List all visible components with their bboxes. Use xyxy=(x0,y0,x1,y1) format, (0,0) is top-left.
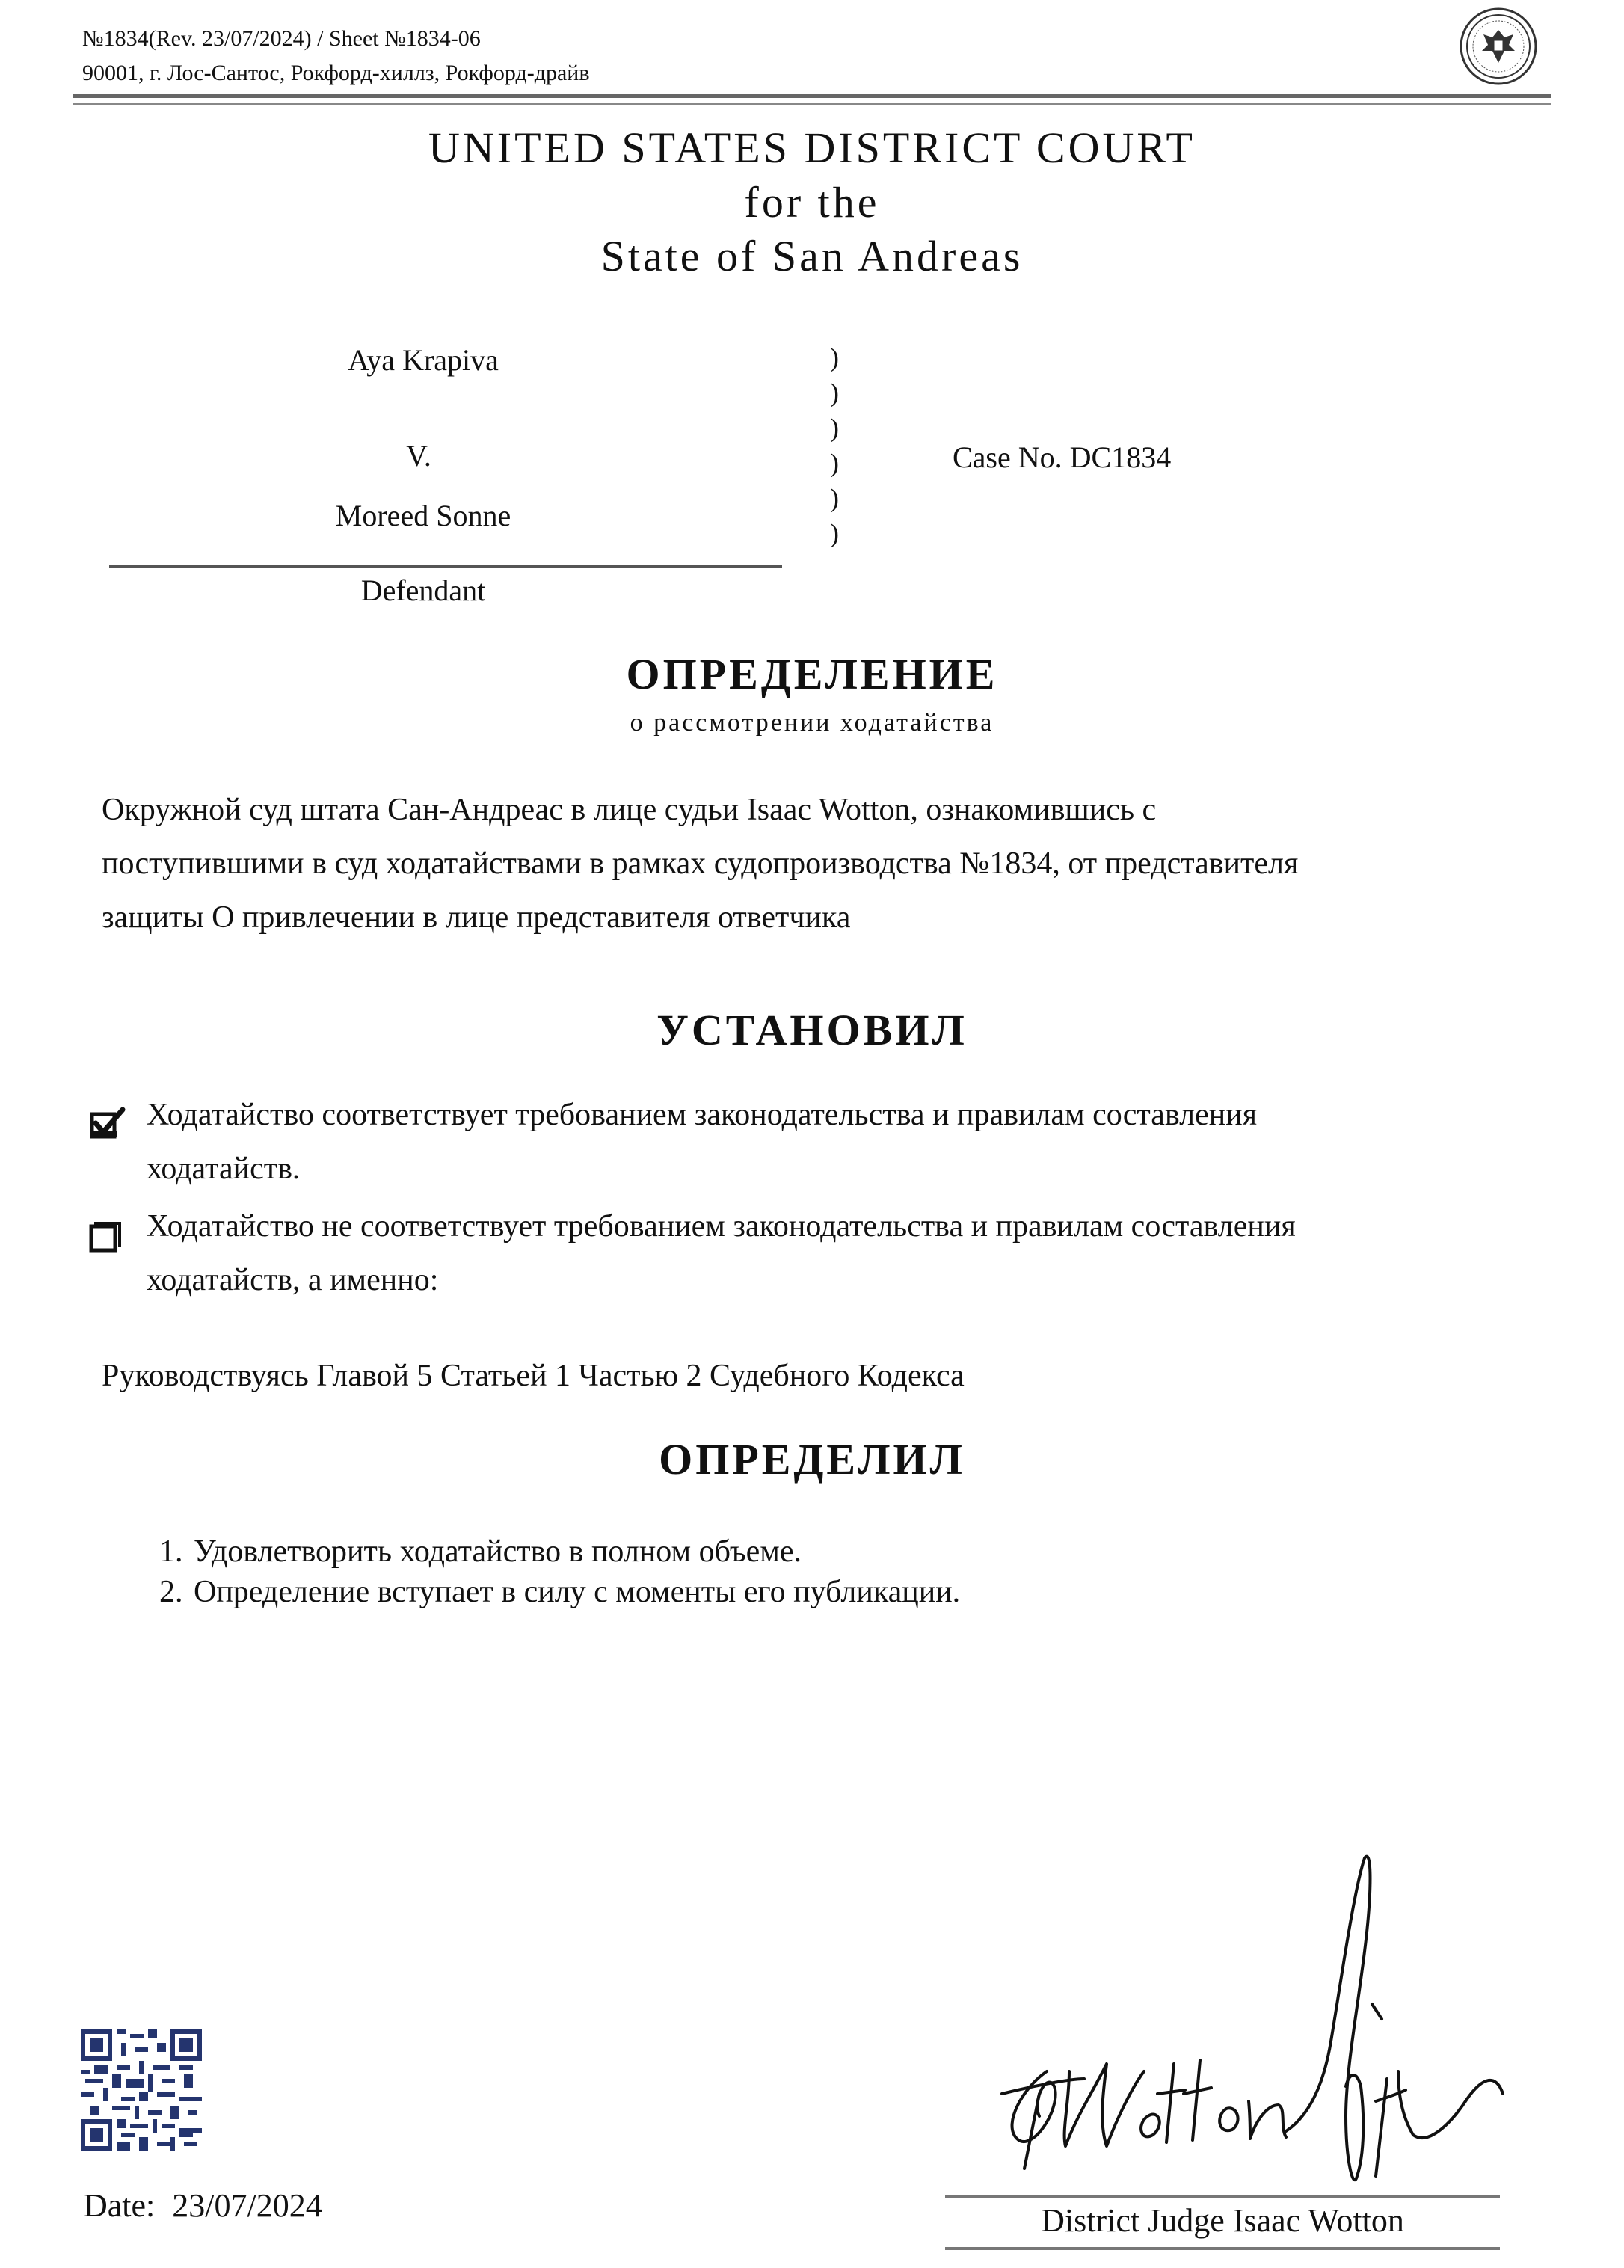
signer-name: District Judge Isaac Wotton xyxy=(1041,2202,1404,2239)
defendant-role: Defendant xyxy=(360,574,486,607)
header-rule-thin xyxy=(73,103,1551,105)
ruling-item: 1. Удовлетворить ходатайство в полном объеме. xyxy=(191,1531,1387,1572)
date-label: Date: xyxy=(84,2187,156,2224)
option-compliant-line-2: ходатайств. xyxy=(147,1152,301,1186)
date-value: 23/07/2024 xyxy=(172,2187,322,2224)
caption-paren: ) xyxy=(830,342,839,372)
intro-line-3: защиты О привлечении в лице представителя ответчика xyxy=(102,900,851,935)
ruled-heading: ОПРЕДЕЛИЛ xyxy=(659,1435,965,1484)
signature-rule xyxy=(945,2195,1500,2198)
court-address: 90001, г. Лос-Сантос, Рокфорд-хиллз, Рокфорд-драйв xyxy=(82,61,590,85)
court-for-the: for the xyxy=(744,178,880,227)
option-noncompliant-line-1: Ходатайство не соответствует требованием законодательства и правилам составления xyxy=(147,1209,1296,1244)
caption-paren: ) xyxy=(830,483,839,513)
caption-paren: ) xyxy=(830,413,839,443)
caption-paren: ) xyxy=(830,448,839,478)
unchecked-checkbox-icon xyxy=(88,1219,118,1249)
court-state: State of San Andreas xyxy=(600,232,1024,280)
caption-rule xyxy=(109,565,782,568)
case-number: Case No. DC1834 xyxy=(953,440,1172,474)
caption-paren: ) xyxy=(830,518,839,548)
document-reference: №1834(Rev. 23/07/2024) / Sheet №1834-06 xyxy=(82,26,481,51)
header-rule-thick xyxy=(73,94,1551,98)
document-title: ОПРЕДЕЛЕНИЕ xyxy=(626,650,998,698)
option-noncompliant-line-2: ходатайств, а именно: xyxy=(147,1263,439,1297)
established-heading: УСТАНОВИЛ xyxy=(656,1006,968,1054)
signer-bottom-rule xyxy=(945,2247,1500,2250)
option-compliant-line-1: Ходатайство соответствует требованием законодательства и правилам составления xyxy=(147,1098,1258,1132)
legal-basis: Руководствуясь Главой 5 Статьей 1 Частью 2 Судебного Кодекса xyxy=(102,1359,965,1393)
ruling-list xyxy=(153,1531,1387,1612)
defendant-name: Moreed Sonne xyxy=(335,499,511,532)
ruling-item: 2. Определение вступает в силу с моменты его публикации. xyxy=(191,1572,1387,1612)
qr-code-icon xyxy=(81,2029,202,2151)
handwritten-signature xyxy=(957,1847,1510,2191)
court-seal-icon xyxy=(1460,7,1537,85)
court-name: UNITED STATES DISTRICT COURT xyxy=(428,123,1196,172)
intro-line-2: поступившими в суд ходатайствами в рамках судопроизводства №1834, от представителя xyxy=(102,846,1299,881)
versus-label: V. xyxy=(406,439,431,473)
document-subtitle: о рассмотрении ходатайства xyxy=(630,709,994,737)
caption-paren: ) xyxy=(830,378,839,408)
plaintiff-name: Aya Krapiva xyxy=(348,343,499,377)
date-line xyxy=(84,2186,322,2225)
intro-line-1: Окружной суд штата Сан-Андреас в лице судьи Isaac Wotton, ознакомившись с xyxy=(102,793,1157,827)
checked-checkbox-icon xyxy=(90,1107,120,1137)
